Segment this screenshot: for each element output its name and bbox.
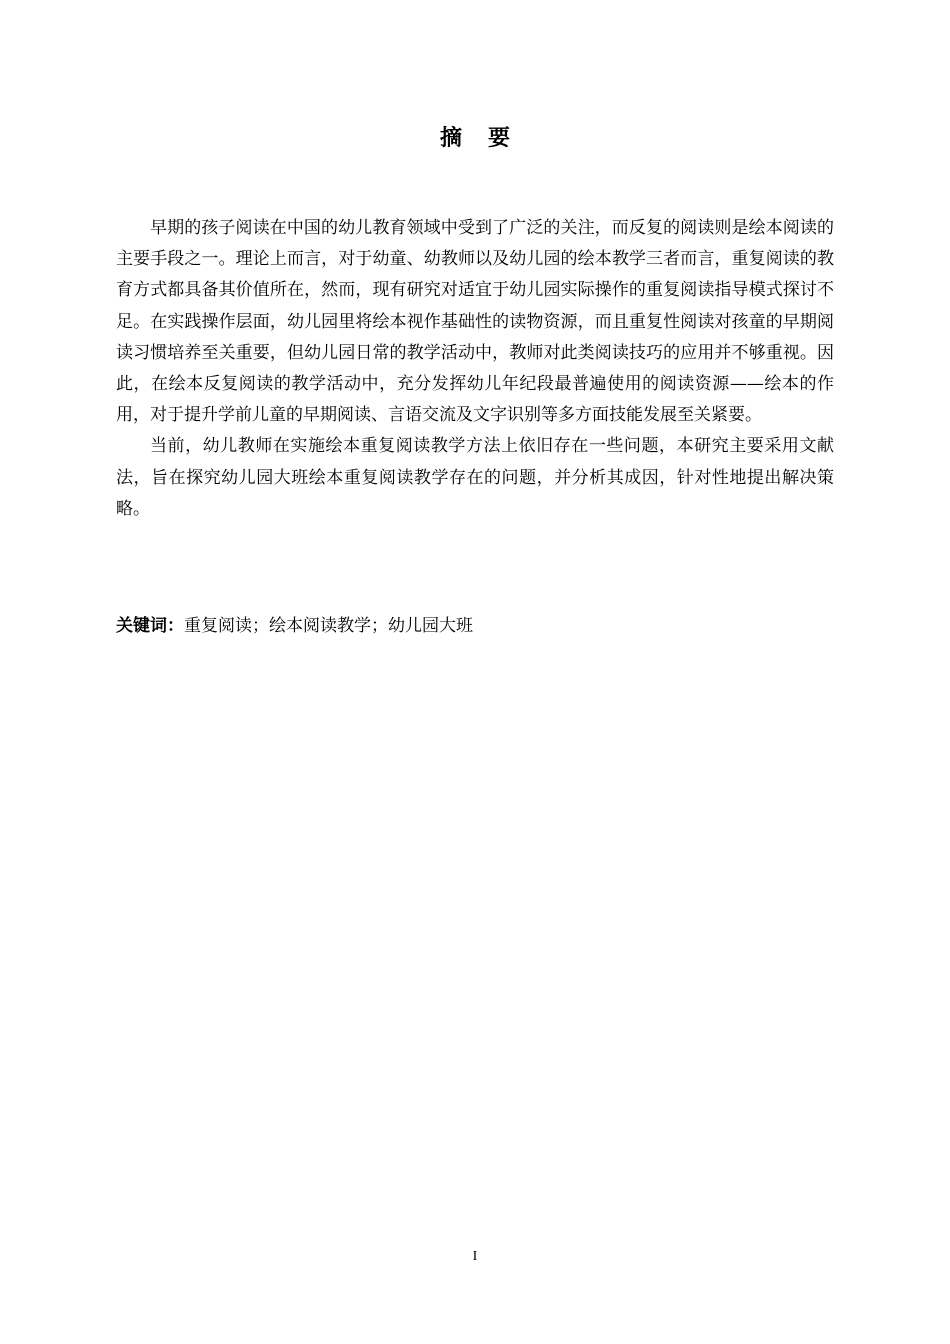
abstract-paragraph-2: 当前，幼儿教师在实施绘本重复阅读教学方法上依旧存在一些问题，本研究主要采用文献法，旨在探究幼儿园大班绘本重复阅读教学存在的问题，并分析其成因，针对性地提出解决策略。	[116, 436, 834, 519]
abstract-body	[116, 213, 834, 525]
page-number: I	[472, 1249, 478, 1264]
keywords-label: 关键词：	[116, 616, 184, 636]
keywords-line	[116, 611, 834, 642]
keywords-value: 重复阅读；绘本阅读教学；幼儿园大班	[184, 616, 473, 636]
abstract-paragraph-1: 早期的孩子阅读在中国的幼儿教育领域中受到了广泛的关注，而反复的阅读则是绘本阅读的主要手段之一。理论上而言，对于幼童、幼教师以及幼儿园的绘本教学三者而言，重复阅读的教育方式都具备其价值所在，然而，现有研究对适宜于幼儿园实际操作的重复阅读指导模式探讨不足。在实践操作层面，幼儿园里将绘本视作基础性的读物资源，而且重复性阅读对孩童的早期阅读习惯培养至关重要，但幼儿园日常的教学活动中，教师对此类阅读技巧的应用并不够重视。因此，在绘本反复阅读的教学活动中，充分发挥幼儿年纪段最普遍使用的阅读资源——绘本的作用，对于提升学前儿童的早期阅读、言语交流及文字识别等多方面技能发展至关紧要。	[116, 218, 834, 426]
abstract-title: 摘要	[439, 126, 536, 151]
